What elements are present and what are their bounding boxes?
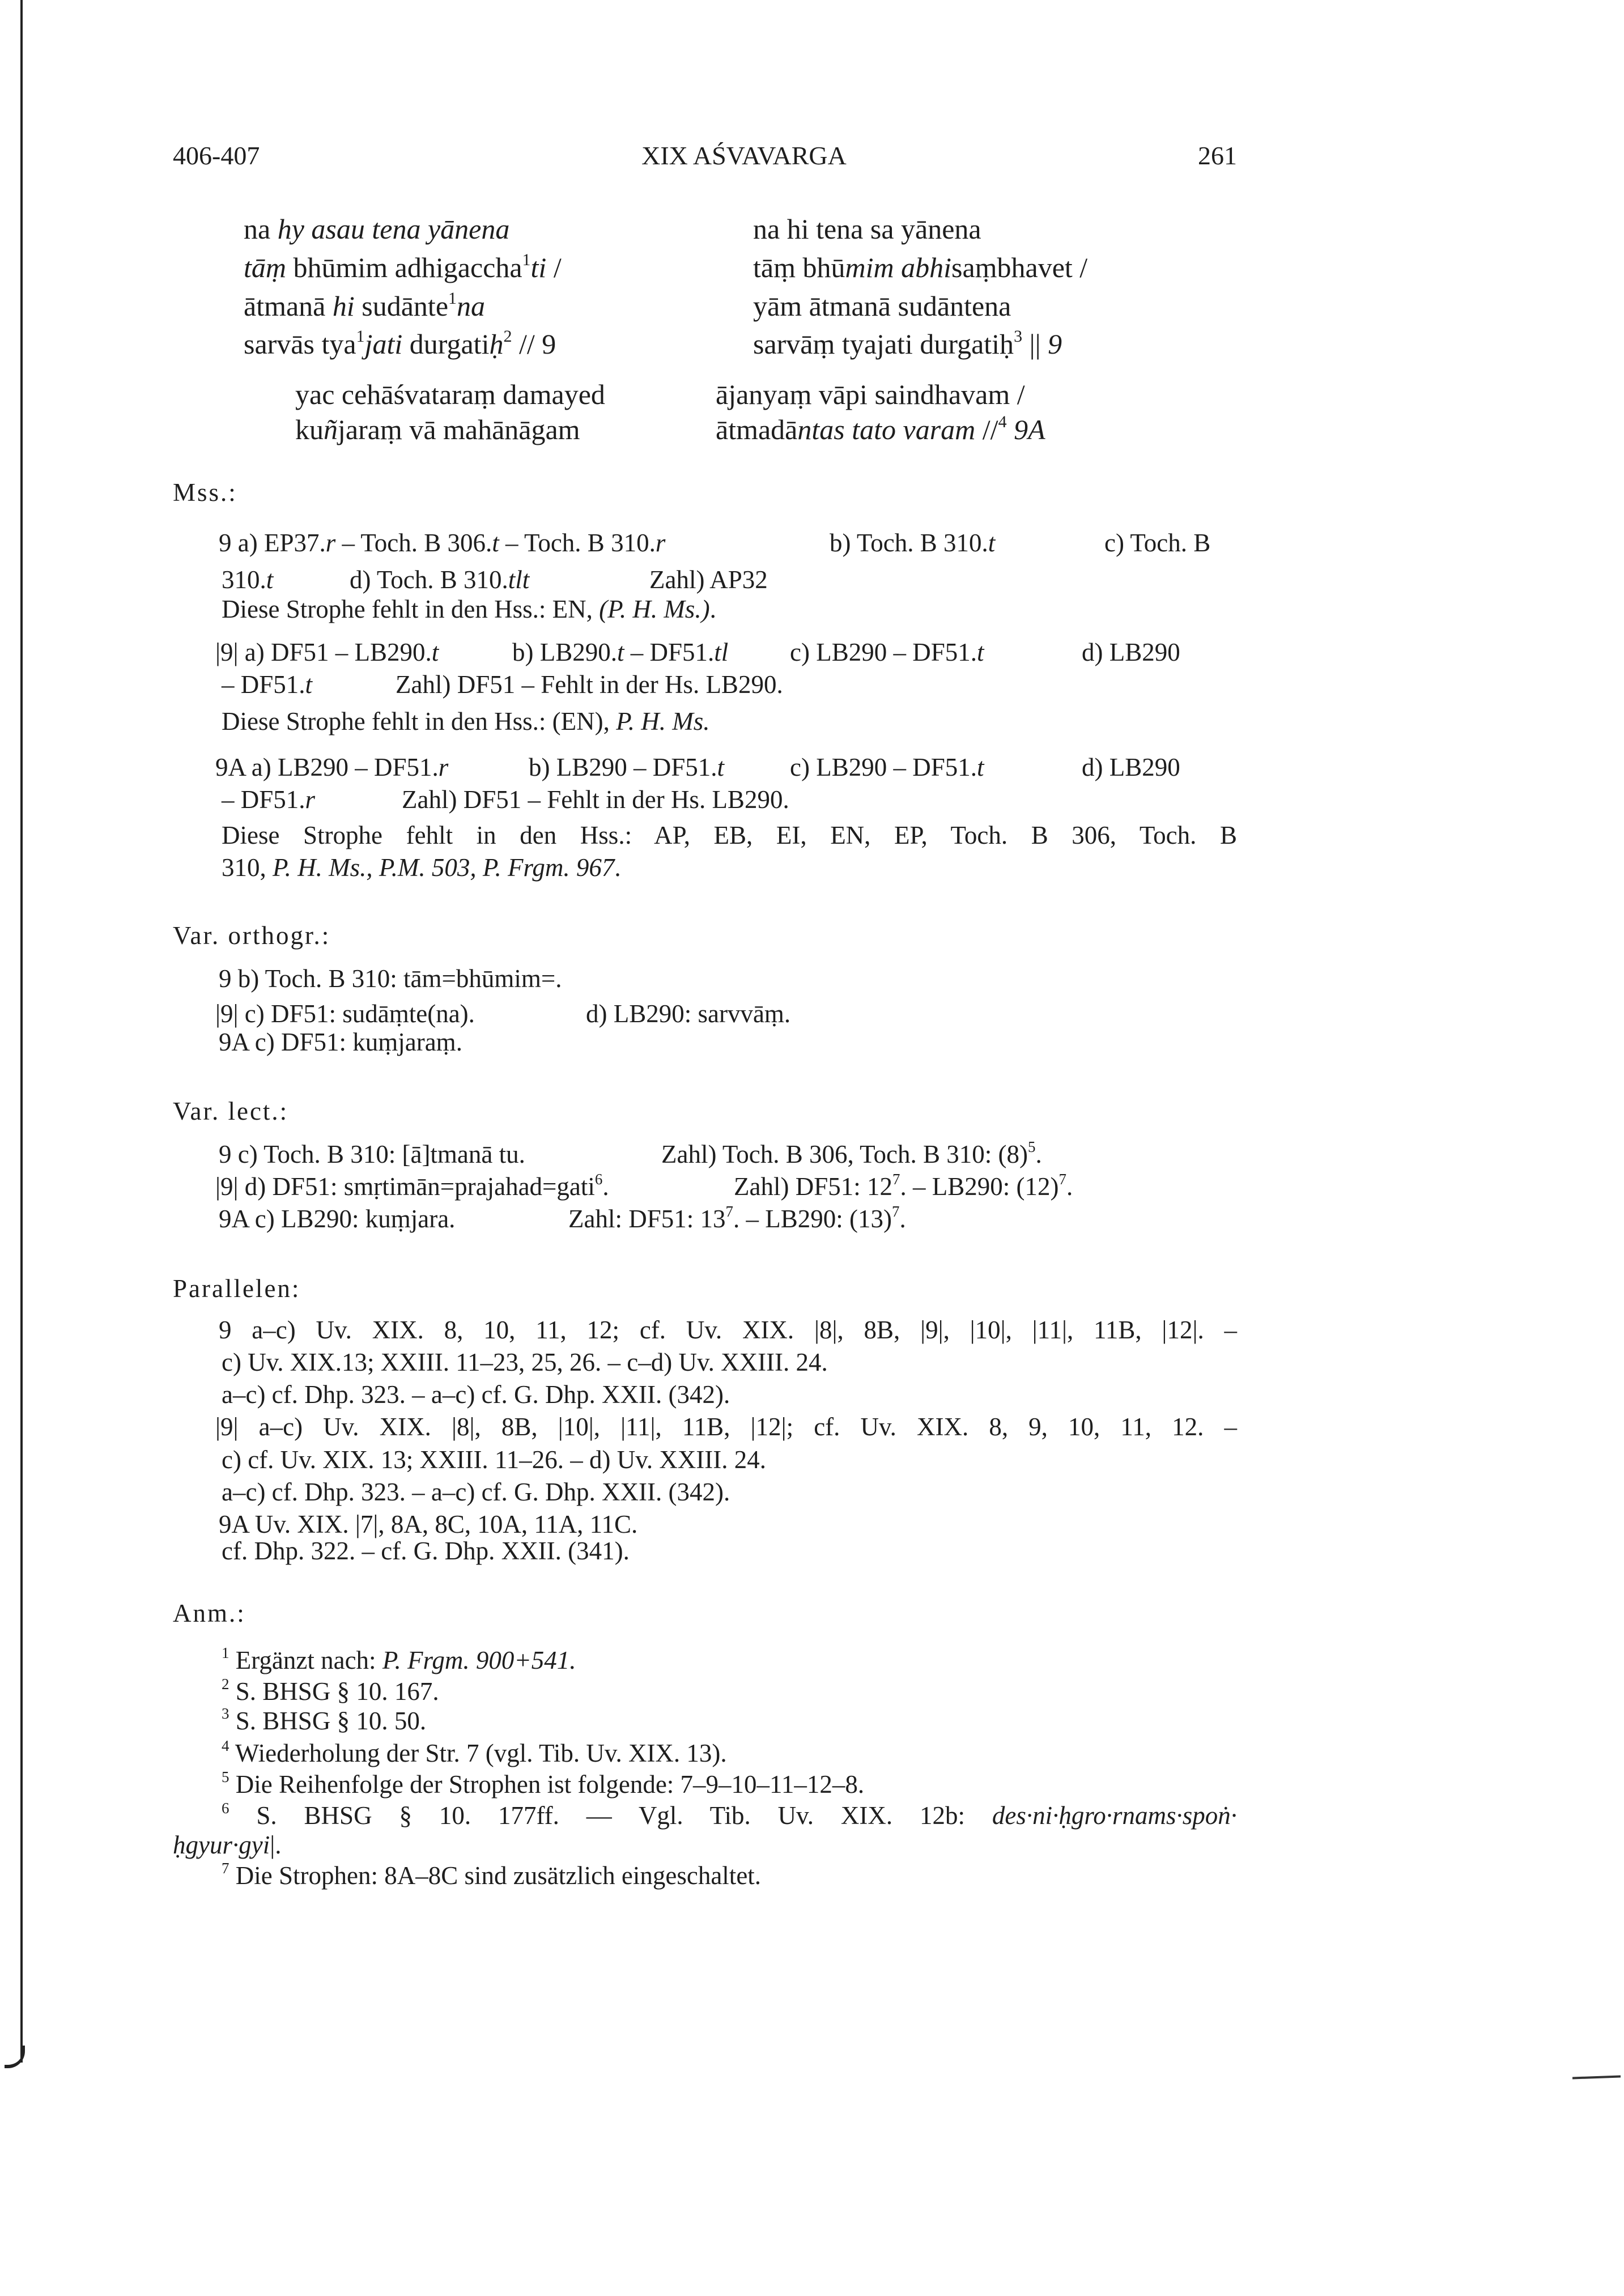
mss-entry	[350, 563, 529, 597]
orthogr-heading: Var. orthogr.:	[173, 921, 331, 950]
mss-entry	[790, 635, 984, 669]
text: 9A c) LB290: kuṃjara.	[219, 1205, 456, 1233]
text: – Toch. B 310.	[499, 529, 656, 557]
scan-binding-edge	[20, 0, 23, 2063]
footnote-marker: 7	[1058, 1171, 1066, 1188]
anm-entry	[222, 1704, 426, 1738]
text: |.	[270, 1831, 282, 1859]
italic-text: t	[988, 529, 996, 557]
mss-entry	[222, 704, 710, 738]
mss-entry	[222, 818, 1237, 852]
text: .	[709, 595, 716, 623]
mss-entry	[649, 563, 768, 597]
text: – DF51.	[222, 670, 305, 699]
italic-text: 9A	[1006, 414, 1045, 445]
text: // 9	[512, 328, 556, 360]
italic-text: r	[305, 785, 316, 814]
text: yām ātmanā sudāntena	[753, 290, 1011, 322]
footnote-marker: 3	[222, 1705, 229, 1723]
italic-text: t	[305, 670, 313, 699]
text: |9| a–c) Uv. XIX. |8|, 8B, |10|, |11|, 11B, |12|; cf. Uv. XIX. 8, 9, 10, 11, 12. –	[215, 1413, 1237, 1441]
text: b) LB290 – DF51.	[529, 753, 717, 781]
anm-entry	[222, 1767, 864, 1801]
mss-entry	[222, 563, 273, 597]
text: Zahl) DF51: 12	[734, 1172, 892, 1201]
verse1-entry	[244, 287, 485, 325]
anm-entry	[222, 1643, 576, 1677]
parallelen-entry	[219, 1313, 1237, 1347]
text: d) Toch. B 310.	[350, 566, 508, 594]
text: yac cehāśvataraṃ damayed	[295, 379, 605, 410]
text: saṃbhavet /	[951, 252, 1088, 283]
mss-heading: Mss.:	[173, 478, 237, 507]
lect-entry	[219, 1202, 455, 1236]
text: //	[975, 414, 998, 445]
text: ātmadā	[716, 414, 798, 445]
mss-entry	[1104, 526, 1210, 560]
italic-text: des·ni·ḥgro·rnams·spoṅ·	[992, 1801, 1237, 1830]
scan-binding-corner	[5, 2046, 25, 2068]
mss-entry	[529, 750, 724, 784]
text: .	[1066, 1172, 1073, 1201]
italic-text: hi	[332, 290, 355, 322]
text: b) Toch. B 310.	[830, 529, 988, 557]
text: . – LB290: (13)	[733, 1205, 892, 1233]
italic-text: (P. H. Ms.)	[599, 595, 710, 623]
text: Diese Strophe fehlt in den Hss.: EN,	[222, 595, 600, 623]
footnote-marker: 1	[356, 327, 365, 346]
text: .	[1035, 1140, 1042, 1168]
text: 9A Uv. XIX. |7|, 8A, 8C, 10A, 11A, 11C.	[219, 1510, 638, 1538]
text: S. BHSG § 10. 177ff. — Vgl. Tib. Uv. XIX. 12b:	[229, 1801, 992, 1830]
text: d) LB290	[1082, 753, 1180, 781]
text: 9 b) Toch. B 310: tām=bhūmim=.	[219, 964, 562, 993]
text: Ergänzt nach:	[229, 1646, 382, 1674]
text: – DF51.	[624, 638, 715, 666]
parallelen-entry	[215, 1410, 1237, 1444]
verse2-entry	[295, 411, 580, 448]
text: .	[899, 1205, 906, 1233]
italic-text: tlt	[508, 566, 530, 594]
text: d) LB290: sarvvāṃ.	[586, 1000, 791, 1028]
parallelen-heading: Parallelen:	[173, 1274, 301, 1303]
verse1-entry	[753, 210, 981, 248]
mss-entry	[222, 851, 621, 885]
text: |9| a) DF51 – LB290.	[215, 638, 432, 666]
text: sudānte	[354, 290, 449, 322]
italic-text: ñ	[324, 414, 338, 445]
italic-text: t	[977, 753, 984, 781]
italic-text: P. H. Ms.	[616, 707, 710, 735]
anm-entry	[222, 1736, 727, 1770]
italic-text: hy asau tena yānena	[277, 213, 510, 245]
text: 9 a) EP37.	[219, 529, 326, 557]
text: na	[244, 213, 278, 245]
footnote-marker: 6	[222, 1800, 229, 1817]
italic-text: r	[325, 529, 336, 557]
footnote-marker: 4	[998, 413, 1007, 431]
italic-text: t	[266, 566, 274, 594]
text: 9 a–c) Uv. XIX. 8, 10, 11, 12; cf. Uv. XIX. |8|, 8B, |9|, |10|, |11|, 11B, |12|. –	[219, 1316, 1237, 1344]
mss-entry	[215, 750, 448, 784]
text: Diese Strophe fehlt in den Hss.: (EN),	[222, 707, 617, 735]
text: c) cf. Uv. XIX. 13; XXIII. 11–26. – d) Uv. XXIII. 24.	[222, 1445, 767, 1474]
text: sarvāṃ tyajati durgatiḥ	[753, 328, 1014, 360]
text: – Toch. B 306.	[335, 529, 492, 557]
footnote-marker: 4	[222, 1737, 229, 1755]
lect-entry	[568, 1202, 906, 1236]
footnote-marker: 7	[725, 1203, 733, 1221]
mss-entry	[222, 592, 716, 626]
orthogr-entry	[586, 997, 790, 1031]
parallelen-entry	[222, 1534, 630, 1568]
italic-text: 9	[1048, 328, 1062, 360]
text: S. BHSG § 10. 167.	[229, 1677, 439, 1706]
lect-entry	[661, 1137, 1042, 1171]
text: ājanyaṃ vāpi saindhavam /	[716, 379, 1025, 410]
footnote-marker: 2	[503, 327, 512, 346]
parallelen-entry	[222, 1345, 828, 1379]
text: Die Strophen: 8A–8C sind zusätzlich eingeschaltet.	[229, 1861, 762, 1890]
mss-entry	[790, 750, 984, 784]
mss-entry	[1082, 750, 1180, 784]
lect-entry	[219, 1137, 525, 1171]
text: bhūmim adhigaccha	[286, 252, 522, 283]
text: d) LB290	[1082, 638, 1180, 666]
anm-entry	[222, 1674, 439, 1708]
text: .	[602, 1172, 609, 1201]
mss-entry	[219, 526, 665, 560]
footnote-marker: 6	[594, 1171, 603, 1188]
page-number: 261	[1198, 141, 1237, 170]
mss-entry	[830, 526, 995, 560]
italic-text: t	[431, 638, 439, 666]
italic-text: P. H. Ms., P.M. 503, P. Frgm. 967	[273, 853, 615, 882]
mss-entry	[512, 635, 728, 669]
footnote-marker: 1	[448, 289, 457, 308]
italic-text: mim abhi	[845, 252, 951, 283]
text: Zahl) DF51 – Fehlt in der Hs. LB290.	[396, 670, 783, 699]
text: durgati	[402, 328, 490, 360]
text: Zahl) AP32	[649, 566, 768, 594]
italic-text: jati	[364, 328, 403, 360]
text: .	[614, 853, 621, 882]
italic-text: tāṃ	[244, 252, 286, 283]
footnote-marker: 5	[222, 1768, 229, 1786]
chapter-title: XIX AŚVAVARGA	[641, 141, 847, 170]
text: 9 c) Toch. B 310: [ā]tmanā tu.	[219, 1140, 525, 1168]
orthogr-entry	[219, 1025, 462, 1059]
page-range: 406-407	[173, 141, 260, 170]
text: . – LB290: (12)	[900, 1172, 1059, 1201]
footnote-marker: 7	[892, 1171, 900, 1188]
italic-text: t	[492, 529, 499, 557]
text: tāṃ bhū	[753, 252, 845, 283]
footnote-marker: 5	[1027, 1138, 1036, 1156]
text: c) Toch. B	[1104, 529, 1211, 557]
mss-entry	[215, 635, 439, 669]
text: c) LB290 – DF51.	[790, 638, 977, 666]
verse1-entry	[753, 249, 1087, 286]
footnote-marker: 3	[1014, 327, 1023, 346]
footnote-marker: 2	[222, 1676, 229, 1693]
mss-entry	[222, 667, 312, 701]
text: Diese Strophe fehlt in den Hss.: AP, EB, EI, EN, EP, Toch. B 306, Toch. B	[222, 821, 1237, 849]
text: 310,	[222, 853, 273, 882]
scan-margin-mark	[1572, 2076, 1621, 2080]
verse1-entry	[753, 325, 1062, 363]
footnote-marker: 7	[891, 1203, 900, 1221]
text: |9| d) DF51: smṛtimān=prajahad=gati	[215, 1172, 595, 1201]
mss-entry	[1082, 635, 1180, 669]
orthogr-entry	[219, 962, 562, 996]
italic-text: r	[438, 753, 449, 781]
italic-text: t	[617, 638, 624, 666]
verse1-entry	[244, 325, 556, 363]
text: a–c) cf. Dhp. 323. – a–c) cf. G. Dhp. XXII. (342).	[222, 1478, 730, 1506]
parallelen-entry	[222, 1443, 766, 1477]
italic-text: r	[655, 529, 666, 557]
mss-entry	[222, 783, 315, 817]
anm-entry	[173, 1828, 281, 1862]
verse2-entry	[295, 376, 605, 413]
italic-text: na	[457, 290, 486, 322]
text: b) LB290.	[512, 638, 617, 666]
parallelen-entry	[222, 1377, 730, 1411]
lect-entry	[215, 1170, 609, 1204]
footnote-marker: 1	[522, 250, 531, 269]
verse2-entry	[716, 411, 1045, 448]
text: a–c) cf. Dhp. 323. – a–c) cf. G. Dhp. XXII. (342).	[222, 1380, 730, 1409]
text: jaraṃ vā mahānāgam	[338, 414, 580, 445]
text: – DF51.	[222, 785, 305, 814]
mss-entry	[396, 667, 783, 701]
text: ātmanā	[244, 290, 333, 322]
text: Zahl: DF51: 13	[568, 1205, 726, 1233]
footnote-marker: 7	[222, 1860, 229, 1877]
text: sarvās tya	[244, 328, 356, 360]
lect-entry	[734, 1170, 1073, 1204]
text: 310.	[222, 566, 266, 594]
verse1-entry	[753, 287, 1011, 325]
text: ||	[1022, 328, 1048, 360]
anm-entry	[222, 1798, 1237, 1832]
footnote-marker: 1	[222, 1644, 229, 1662]
verse1-entry	[244, 249, 562, 286]
text: c) LB290 – DF51.	[790, 753, 977, 781]
text: /	[546, 252, 562, 283]
verse1-entry	[244, 210, 509, 248]
italic-text: P. Frgm. 900+541.	[382, 1646, 576, 1674]
text: 9A c) DF51: kuṃjaraṃ.	[219, 1028, 462, 1056]
text: 9A a) LB290 – DF51.	[215, 753, 439, 781]
text: c) Uv. XIX.13; XXIII. 11–23, 25, 26. – c–d) Uv. XXIII. 24.	[222, 1348, 828, 1376]
italic-text: t	[717, 753, 725, 781]
anm-heading: Anm.:	[173, 1599, 246, 1627]
anm-entry	[222, 1859, 761, 1893]
parallelen-entry	[222, 1475, 730, 1509]
text: cf. Dhp. 322. – cf. G. Dhp. XXII. (341).	[222, 1537, 630, 1565]
text: na hi tena sa yānena	[753, 213, 981, 245]
text: Zahl) Toch. B 306, Toch. B 310: (8)	[661, 1140, 1028, 1168]
text: |9| c) DF51: sudāṃte(na).	[215, 1000, 475, 1028]
text: Die Reihenfolge der Strophen ist folgende: 7–9–10–11–12–8.	[229, 1770, 865, 1798]
italic-text: ntas tato varam	[797, 414, 976, 445]
verse2-entry	[716, 376, 1025, 413]
text: Wiederholung der Str. 7 (vgl. Tib. Uv. XIX. 13).	[229, 1739, 727, 1767]
italic-text: tl	[714, 638, 729, 666]
italic-text: ḥgyur·gyi	[173, 1831, 270, 1859]
italic-text: ti	[530, 252, 547, 283]
text: ku	[295, 414, 324, 445]
lect-heading: Var. lect.:	[173, 1097, 289, 1125]
italic-text: ḥ	[489, 328, 504, 360]
mss-entry	[402, 783, 789, 817]
text: Zahl) DF51 – Fehlt in der Hs. LB290.	[402, 785, 789, 814]
italic-text: t	[977, 638, 984, 666]
text: S. BHSG § 10. 50.	[229, 1707, 427, 1735]
